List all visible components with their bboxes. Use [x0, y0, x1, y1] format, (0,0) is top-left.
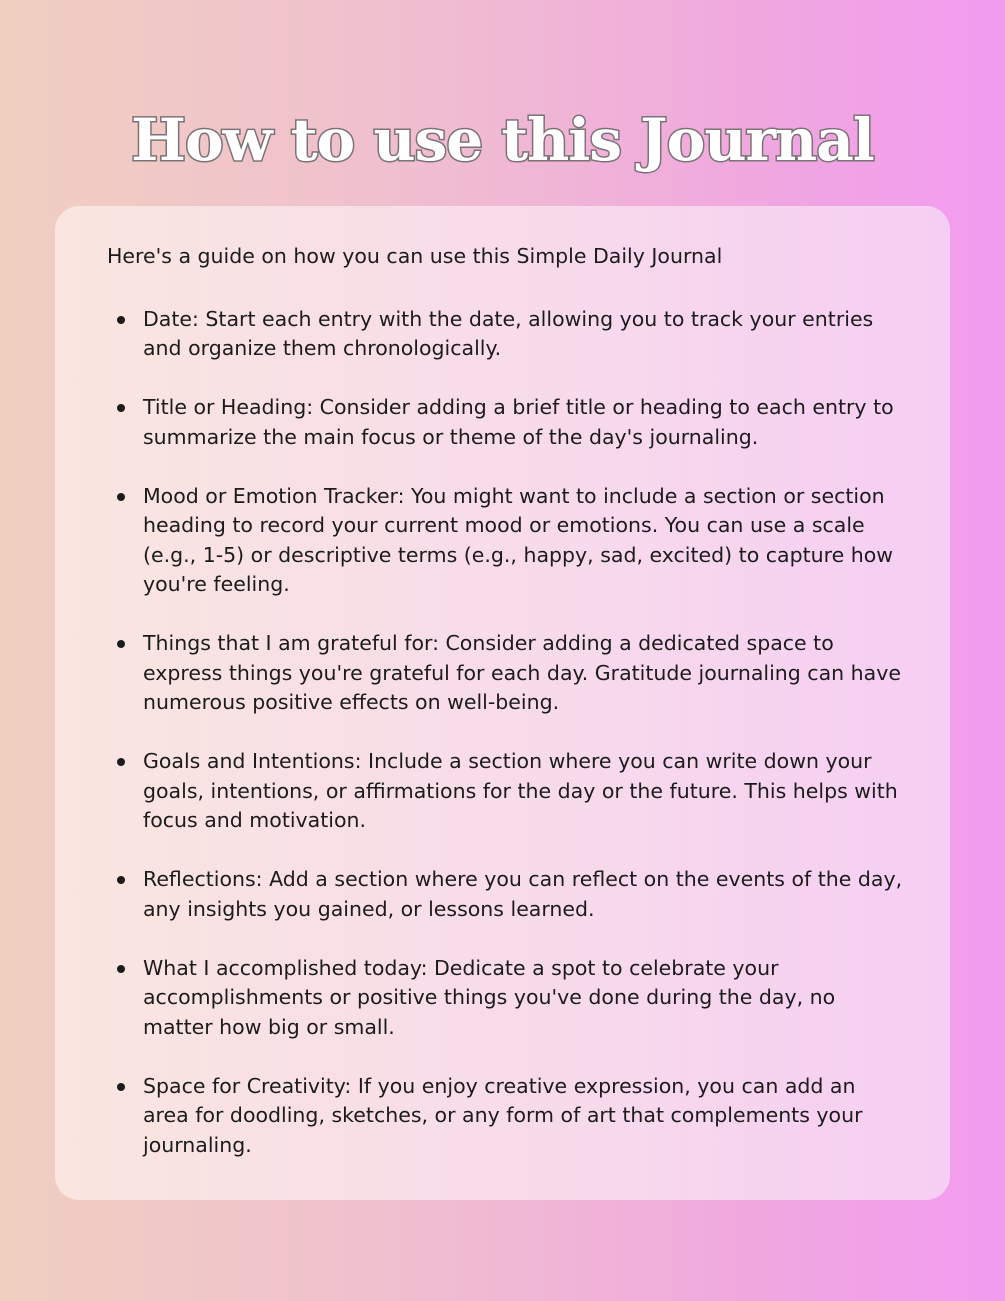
list-item-text: Goals and Intentions: Include a section where you can write down your goals, intentions, or affirmations for the day or the future. This helps with focus and motivation.	[143, 749, 898, 832]
bullet-icon	[117, 640, 125, 648]
list-item-creativity	[107, 1072, 906, 1161]
guide-list	[107, 305, 906, 1161]
bullet-icon	[117, 1083, 125, 1091]
list-item-text: Date: Start each entry with the date, allowing you to track your entries and organize them chronologically.	[143, 306, 874, 360]
list-item-text: Space for Creativity: If you enjoy creative expression, you can add an area for doodling, sketches, or any form of art that complements your journaling.	[143, 1073, 863, 1157]
list-item-grateful	[107, 629, 906, 718]
list-item-title-heading	[107, 393, 906, 452]
page-title: How to use this Journal	[131, 106, 874, 174]
list-item-text: What I accomplished today: Dedicate a spot to celebrate your accomplishments or positive things you've done during the day, no matter how big or small.	[143, 955, 836, 1039]
bullet-icon	[117, 758, 125, 766]
list-item-goals	[107, 747, 906, 836]
list-item-text: Mood or Emotion Tracker: You might want to include a section or section heading to record your current mood or emotions. You can use a scale (e.g., 1-5) or descriptive terms (e.g., happy, sad, excited) to capture how you're feeling.	[143, 483, 894, 596]
bullet-icon	[117, 965, 125, 973]
guide-card	[55, 206, 950, 1200]
list-item-reflections	[107, 865, 906, 924]
bullet-icon	[117, 493, 125, 501]
list-item-date	[107, 305, 906, 364]
list-item-mood-tracker	[107, 482, 906, 600]
intro-text: Here's a guide on how you can use this Simple Daily Journal	[107, 244, 723, 268]
list-item-text: Things that I am grateful for: Consider adding a dedicated space to express things you're grateful for each day. Gratitude journaling can have numerous positive effects on well-being.	[143, 631, 901, 714]
list-item-accomplished	[107, 954, 906, 1043]
bullet-icon	[117, 316, 125, 324]
bullet-icon	[117, 876, 125, 884]
bullet-icon	[117, 404, 125, 412]
list-item-text: Title or Heading: Consider adding a brief title or heading to each entry to summarize the main focus or theme of the day's journaling.	[143, 395, 894, 449]
list-item-text: Reflections: Add a section where you can reflect on the events of the day, any insights you gained, or lessons learned.	[143, 867, 903, 921]
